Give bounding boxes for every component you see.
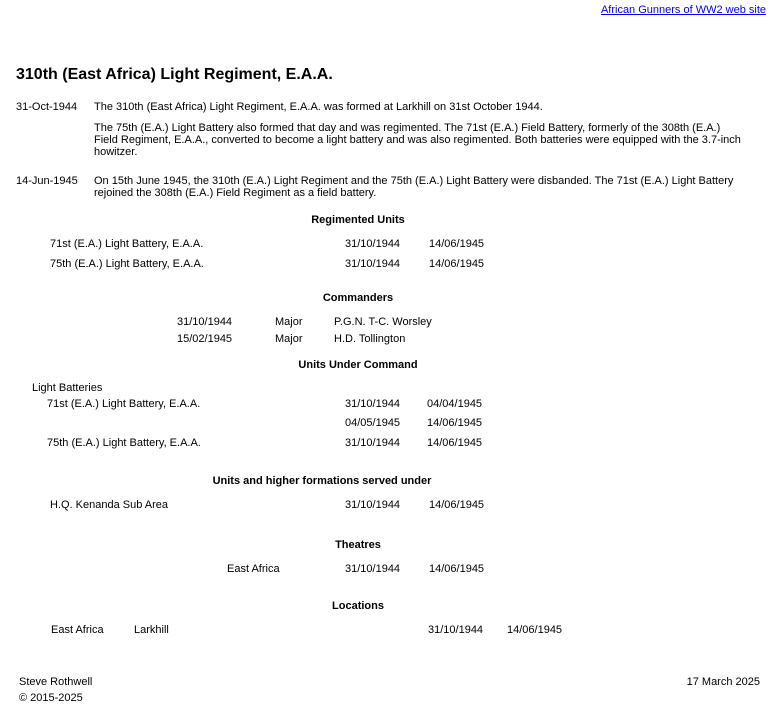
history-date: 31-Oct-1944 <box>16 101 78 113</box>
commander-name: P.G.N. T-C. Worsley <box>334 316 432 328</box>
footer-date: 17 March 2025 <box>686 676 760 688</box>
section-heading: Theatres <box>335 539 381 551</box>
footer-copyright: © 2015-2025 <box>19 692 83 704</box>
commander-date: 15/02/1945 <box>177 333 233 345</box>
date-from: 31/10/1944 <box>345 398 401 410</box>
location-country: East Africa <box>51 624 104 636</box>
location-place: Larkhill <box>134 624 169 636</box>
date-to: 14/06/1945 <box>507 624 563 636</box>
unit-name: 71st (E.A.) Light Battery, E.A.A. <box>50 238 204 250</box>
date-from: 31/10/1944 <box>345 563 401 575</box>
date-to: 14/06/1945 <box>429 563 485 575</box>
date-to: 14/06/1945 <box>427 417 483 429</box>
date-from: 31/10/1944 <box>345 499 401 511</box>
footer-author: Steve Rothwell <box>19 676 93 688</box>
commander-rank: Major <box>275 333 303 345</box>
commander-rank: Major <box>275 316 303 328</box>
section-heading: Regimented Units <box>311 214 405 226</box>
date-to: 14/06/1945 <box>429 258 485 270</box>
commander-name: H.D. Tollington <box>334 333 406 345</box>
date-from: 31/10/1944 <box>345 238 401 250</box>
section-heading: Commanders <box>322 292 394 304</box>
date-from: 31/10/1944 <box>345 437 401 449</box>
page-title: 310th (East Africa) Light Regiment, E.A.A. <box>16 66 333 83</box>
theatre-name: East Africa <box>227 563 280 575</box>
date-to: 14/06/1945 <box>429 499 485 511</box>
formation-name: H.Q. Kenanda Sub Area <box>50 499 169 511</box>
unit-name: 71st (E.A.) Light Battery, E.A.A. <box>47 398 201 410</box>
history-text: The 310th (East Africa) Light Regiment, E.A.A. was formed at Larkhill on 31st October 1944. <box>94 101 543 113</box>
group-label: Light Batteries <box>32 382 103 394</box>
section-heading: Units and higher formations served under <box>212 475 432 487</box>
date-from: 31/10/1944 <box>345 258 401 270</box>
history-date: 14-Jun-1945 <box>16 175 78 187</box>
history-text: The 75th (E.A.) Light Battery also formed that day and was regimented. The 71st (E.A.) Field Battery, formerly of the 308th (E.A.) Field Regiment, E.A.A., converted to become a light battery and was also regimented. Both batteries were equipped with the 3.7-inch howitzer. <box>94 122 741 158</box>
date-to: 04/04/1945 <box>427 398 483 410</box>
date-from: 04/05/1945 <box>345 417 401 429</box>
unit-name: 75th (E.A.) Light Battery, E.A.A. <box>50 258 204 270</box>
section-heading: Locations <box>332 600 384 612</box>
section-heading: Units Under Command <box>298 359 418 371</box>
unit-name: 75th (E.A.) Light Battery, E.A.A. <box>47 437 201 449</box>
history-text: On 15th June 1945, the 310th (E.A.) Light Regiment and the 75th (E.A.) Light Battery were disbanded. The 71st (E.A.) Light Battery rejoined the 308th (E.A.) Field Regiment as a field battery. <box>94 175 734 199</box>
commander-date: 31/10/1944 <box>177 316 233 328</box>
date-to: 14/06/1945 <box>429 238 485 250</box>
date-to: 14/06/1945 <box>427 437 483 449</box>
date-from: 31/10/1944 <box>428 624 484 636</box>
home-link[interactable]: African Gunners of WW2 web site <box>600 4 766 16</box>
